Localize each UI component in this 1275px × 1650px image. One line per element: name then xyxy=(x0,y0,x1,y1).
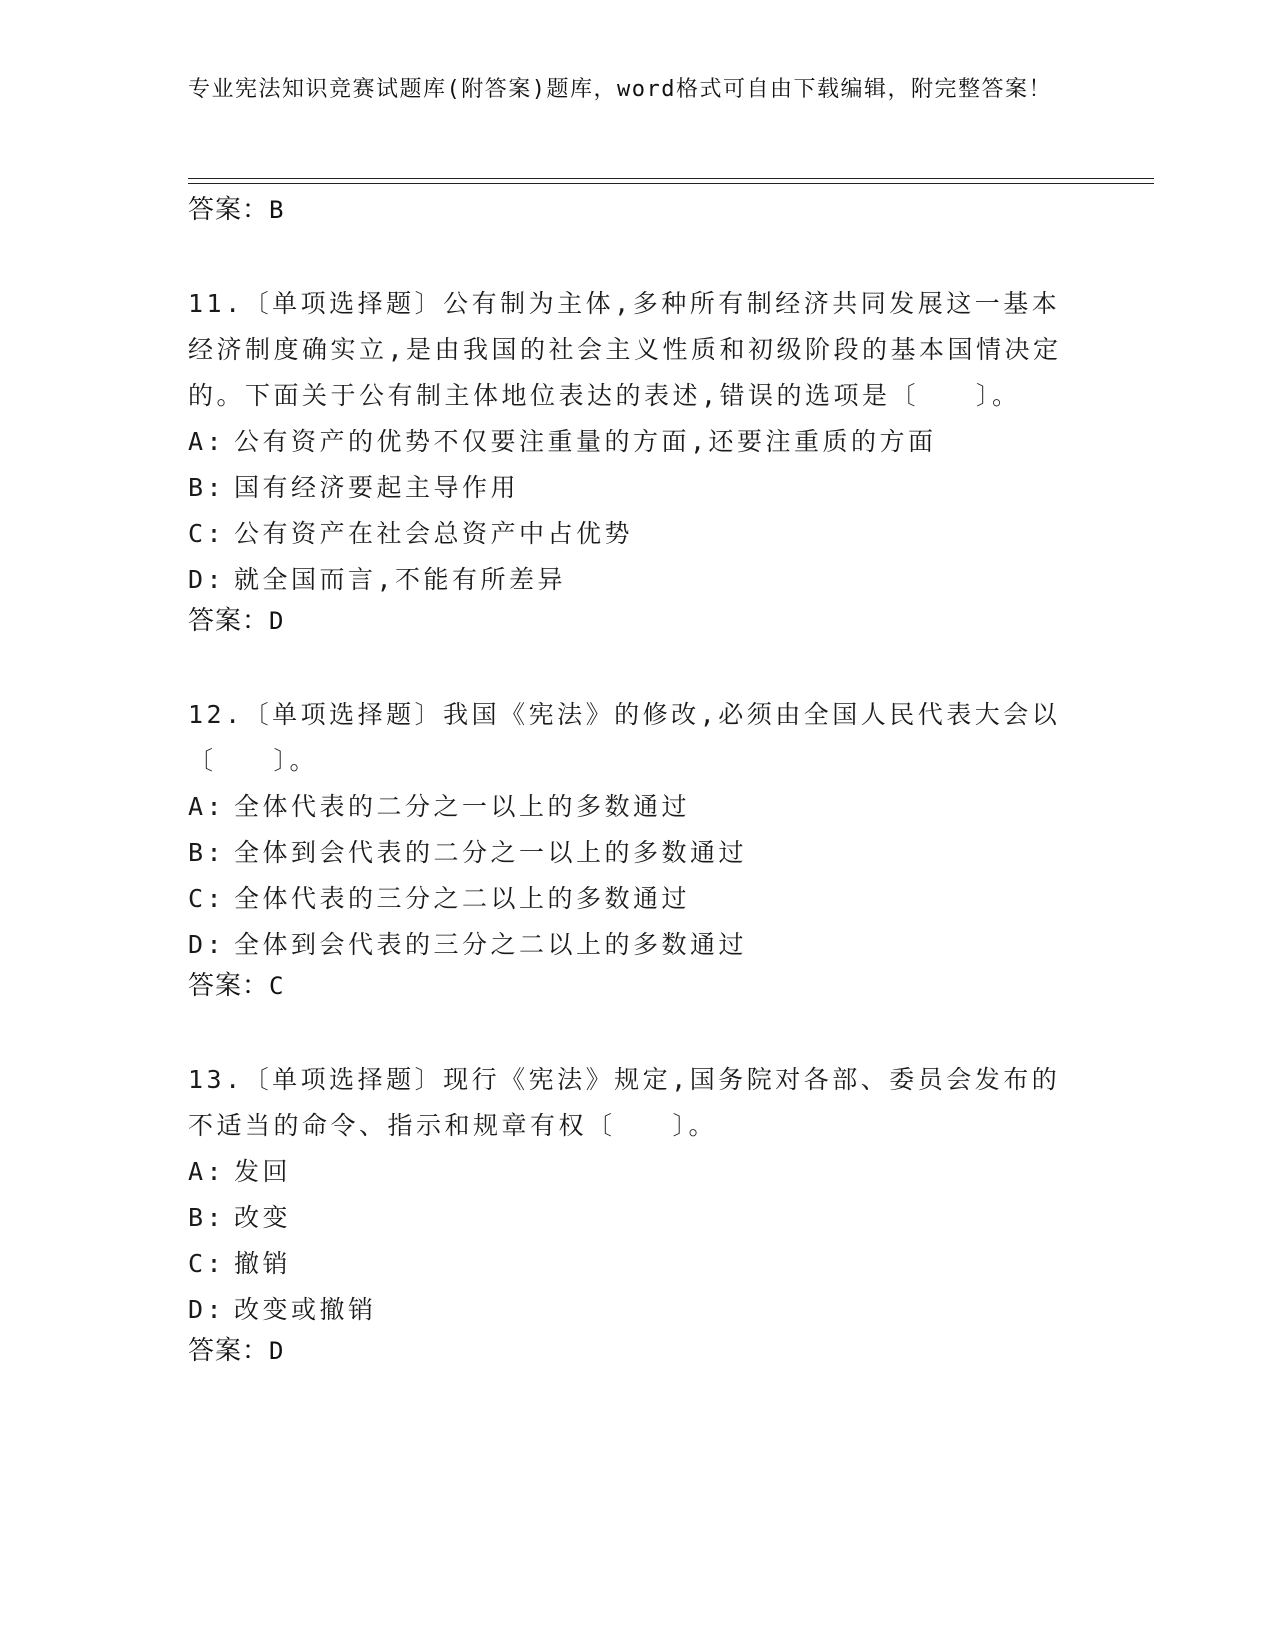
answer-value: D xyxy=(269,1337,285,1365)
document-body xyxy=(188,188,1088,1366)
option-letter: C: xyxy=(188,519,226,548)
option-a xyxy=(188,419,1088,465)
answer-line xyxy=(188,195,1088,225)
option-text: 公有资产在社会总资产中占优势 xyxy=(234,519,634,548)
option-text: 改变或撤销 xyxy=(234,1295,377,1324)
header-rule-bottom xyxy=(188,183,1154,184)
option-text: 全体代表的三分之二以上的多数通过 xyxy=(234,884,691,913)
option-letter: B: xyxy=(188,473,226,502)
option-letter: B: xyxy=(188,838,226,867)
option-c xyxy=(188,876,1088,922)
option-text: 改变 xyxy=(234,1203,292,1232)
answer-label: 答案： xyxy=(188,971,270,1001)
option-a xyxy=(188,784,1088,830)
answer-line xyxy=(188,1336,1088,1366)
option-letter: D: xyxy=(188,930,226,959)
page-header-title: 专业宪法知识竞赛试题库(附答案)题库，word格式可自由下载编辑，附完整答案！ xyxy=(188,77,1052,102)
answer-value: C xyxy=(269,972,285,1000)
option-text: 发回 xyxy=(234,1157,292,1186)
question-12 xyxy=(188,692,1088,1001)
answer-label: 答案： xyxy=(188,1336,270,1366)
question-11 xyxy=(188,281,1088,636)
option-text: 全体代表的二分之一以上的多数通过 xyxy=(234,792,691,821)
option-d xyxy=(188,1287,1088,1333)
option-text: 国有经济要起主导作用 xyxy=(234,473,520,502)
answer-label: 答案： xyxy=(188,195,270,225)
option-text: 全体到会代表的二分之一以上的多数通过 xyxy=(234,838,748,867)
question-text: 12.〔单项选择题〕我国《宪法》的修改,必须由全国人民代表大会以〔 〕。 xyxy=(188,700,1061,775)
answer-value: D xyxy=(269,607,285,635)
answer-label: 答案： xyxy=(188,606,270,636)
answer-line xyxy=(188,606,1088,636)
option-d xyxy=(188,557,1088,603)
header-rule-top xyxy=(188,178,1154,179)
option-b xyxy=(188,465,1088,511)
option-letter: A: xyxy=(188,427,226,456)
question-text: 11.〔单项选择题〕公有制为主体,多种所有制经济共同发展这一基本经济制度确实立,是由我国的社会主义性质和初级阶段的基本国情决定的。下面关于公有制主体地位表达的表述,错误的选项是〔 〕。 xyxy=(188,289,1062,410)
option-letter: C: xyxy=(188,1249,226,1278)
option-letter: D: xyxy=(188,1295,226,1324)
option-text: 公有资产的优势不仅要注重量的方面,还要注重质的方面 xyxy=(234,427,937,456)
option-letter: A: xyxy=(188,792,226,821)
answer-line xyxy=(188,971,1088,1001)
option-letter: A: xyxy=(188,1157,226,1186)
option-b xyxy=(188,830,1088,876)
question-text: 13.〔单项选择题〕现行《宪法》规定,国务院对各部、委员会发布的不适当的命令、指示和规章有权〔 〕。 xyxy=(188,1065,1061,1140)
option-letter: B: xyxy=(188,1203,226,1232)
option-text: 全体到会代表的三分之二以上的多数通过 xyxy=(234,930,748,959)
option-text: 就全国而言,不能有所差异 xyxy=(234,565,567,594)
option-b xyxy=(188,1195,1088,1241)
option-text: 撤销 xyxy=(234,1249,292,1278)
option-letter: D: xyxy=(188,565,226,594)
answer-value: B xyxy=(269,196,285,224)
option-c xyxy=(188,1241,1088,1287)
option-letter: C: xyxy=(188,884,226,913)
option-d xyxy=(188,922,1088,968)
question-13 xyxy=(188,1057,1088,1366)
option-a xyxy=(188,1149,1088,1195)
option-c xyxy=(188,511,1088,557)
